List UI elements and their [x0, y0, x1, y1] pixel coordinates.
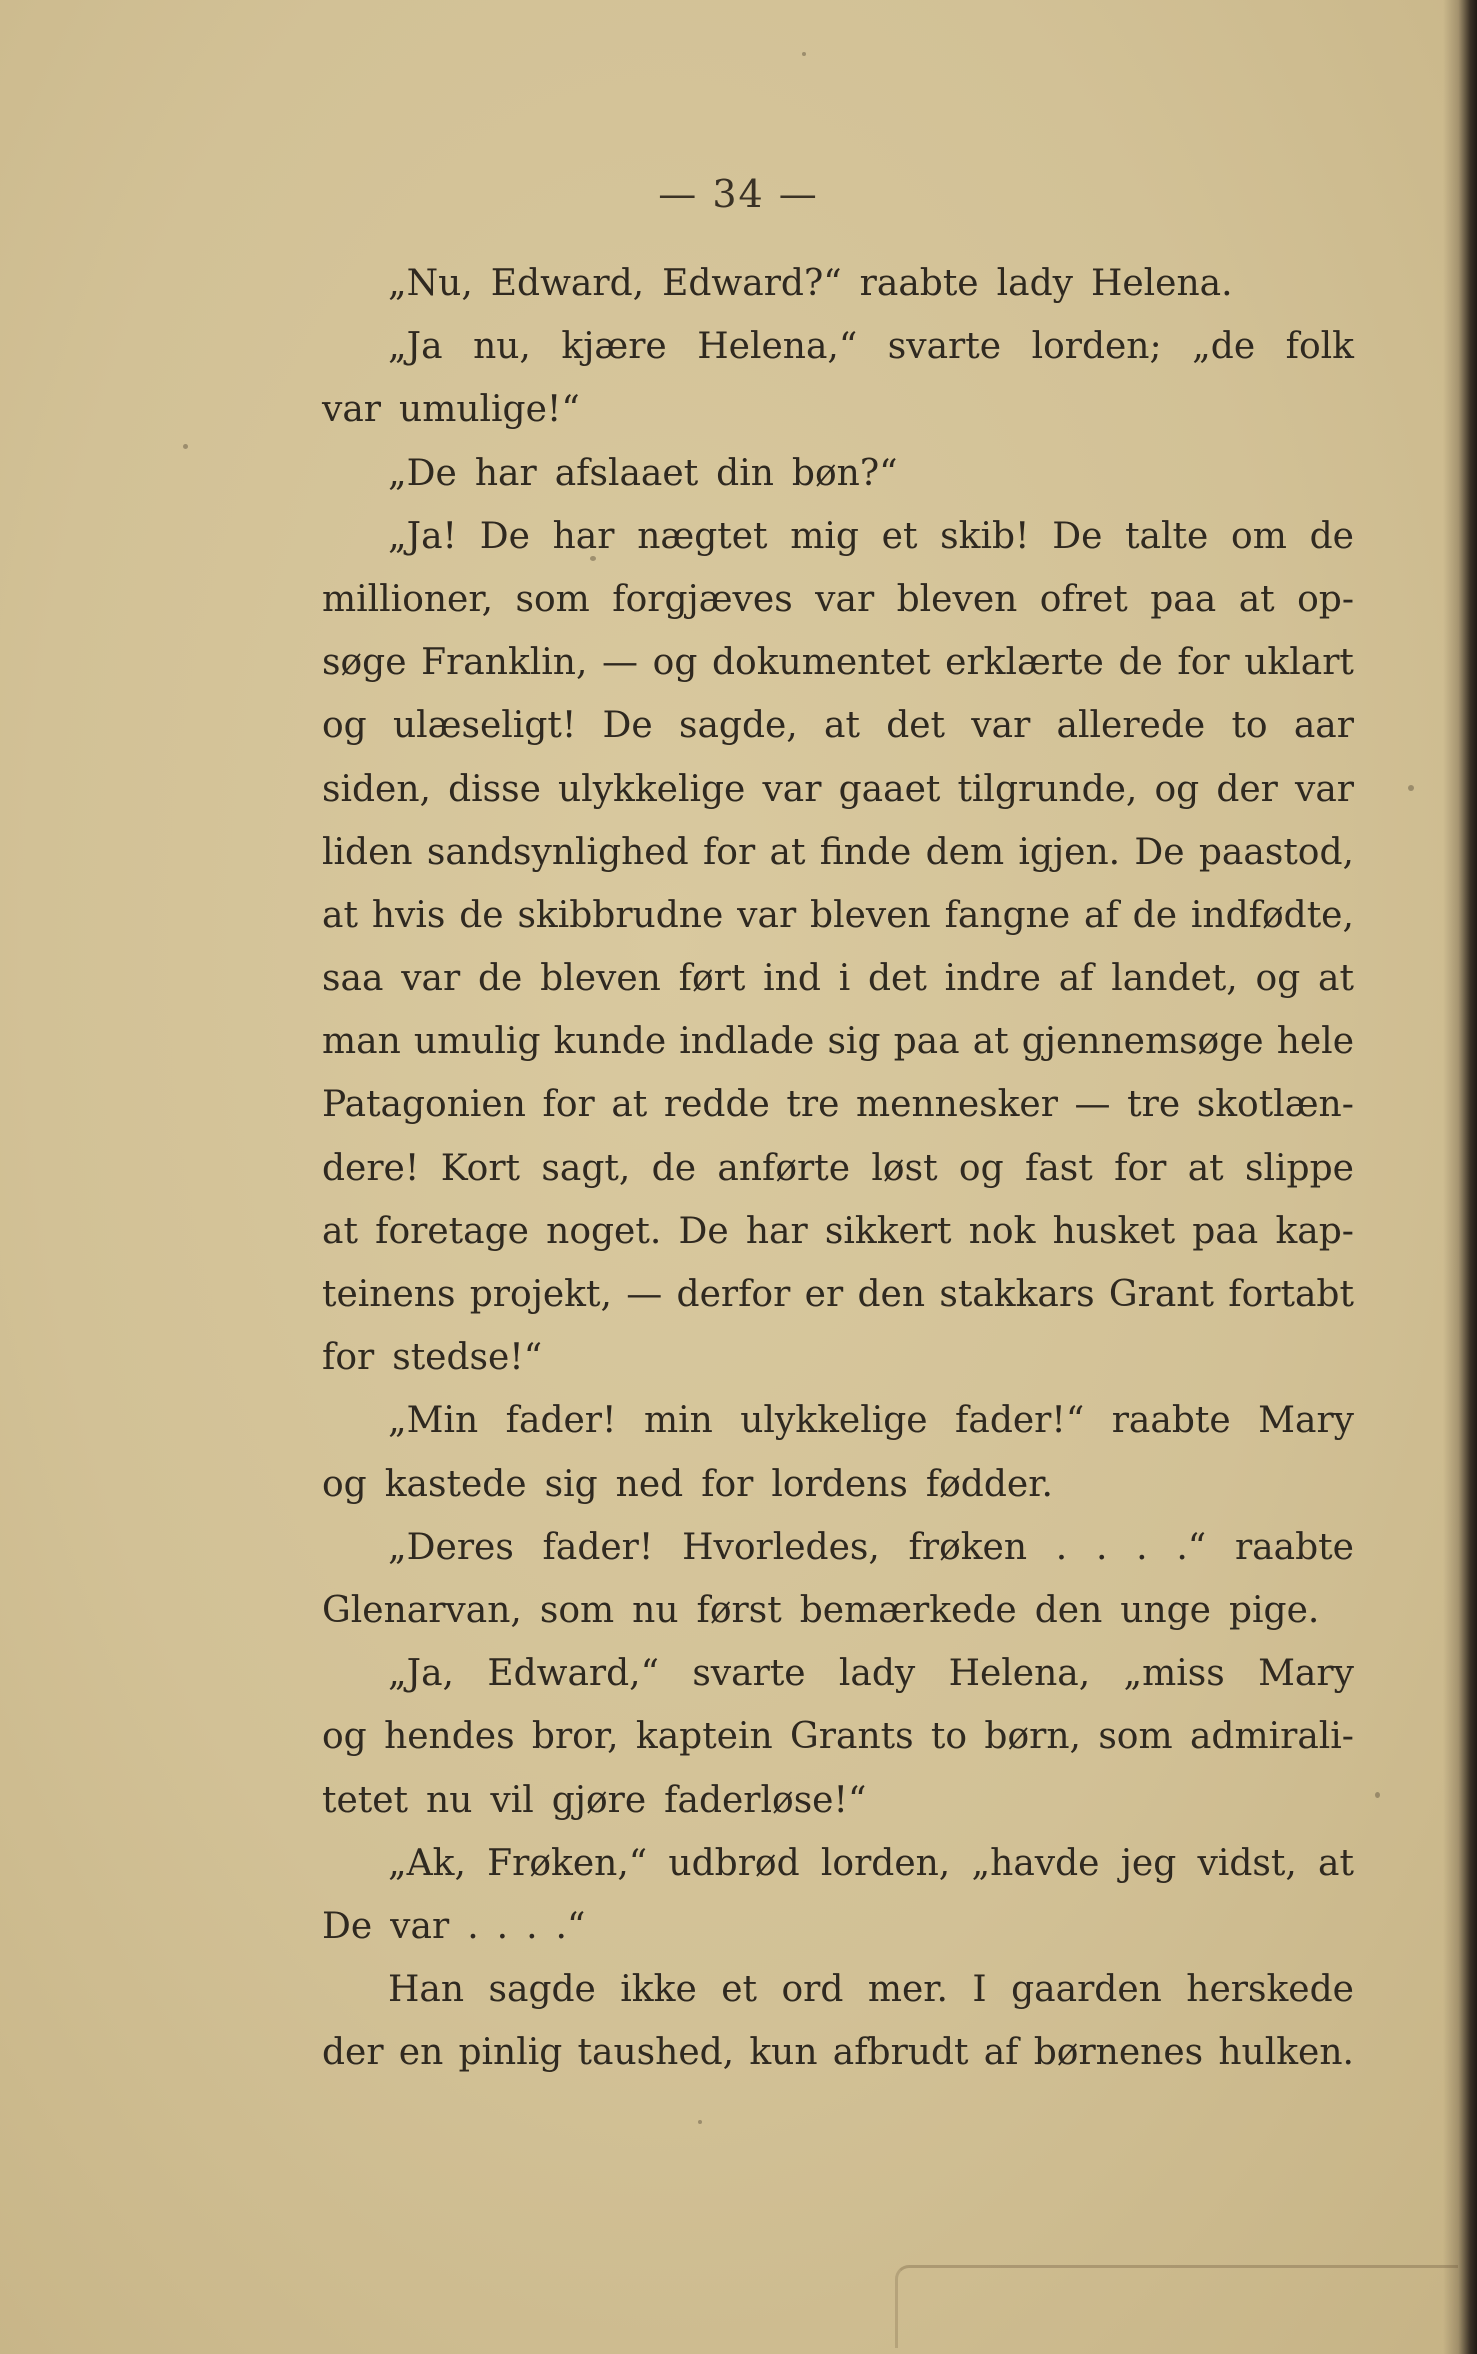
- text-line: og ulæseligt! De sagde, at det var allerede to aar: [322, 705, 1354, 747]
- page-text: [322, 252, 1354, 2084]
- text-line: Patagonien for at redde tre mennesker — tre skotlæn-: [322, 1084, 1354, 1126]
- page-number: — 34 —: [658, 172, 819, 216]
- page-edge: [895, 2265, 1458, 2348]
- text-line: saa var de bleven ført ind i det indre af landet, og at: [322, 958, 1354, 1000]
- text-line: liden sandsynlighed for at finde dem igjen. De paastod,: [322, 831, 1354, 873]
- paper-speck: [802, 52, 806, 56]
- text-line: „Ja! De har nægtet mig et skib! De talte om de: [388, 515, 1354, 557]
- text-line: søge Franklin, — og dokumentet erklærte de for uklart: [322, 642, 1354, 684]
- spine-shadow: [1443, 0, 1477, 2354]
- paper-speck: [698, 2120, 702, 2124]
- text-line: Glenarvan, som nu først bemærkede den unge pige.: [322, 1589, 1320, 1631]
- text-line: „Ja nu, kjære Helena,“ svarte lorden; „de folk: [388, 326, 1354, 368]
- text-line: at foretage noget. De har sikkert nok husket paa kap-: [322, 1210, 1354, 1252]
- text-line: dere! Kort sagt, de anførte løst og fast for at slippe: [322, 1147, 1354, 1189]
- paper-speck: [1408, 785, 1414, 791]
- text-line: „Nu, Edward, Edward?“ raabte lady Helena.: [388, 263, 1233, 304]
- text-line: for stedse!“: [322, 1337, 543, 1379]
- text-line: „Ja, Edward,“ svarte lady Helena, „miss Mary: [388, 1653, 1354, 1695]
- text-line: og hendes bror, kaptein Grants to børn, som admirali-: [322, 1716, 1354, 1758]
- text-line: der en pinlig taushed, kun afbrudt af børnenes hulken.: [322, 2032, 1354, 2074]
- text-line: „Deres fader! Hvorledes, frøken . . . .“ raabte: [388, 1526, 1354, 1568]
- text-line: var umulige!“: [322, 389, 580, 431]
- text-line: Han sagde ikke et ord mer. I gaarden herskede: [388, 1969, 1354, 2011]
- paper-speck: [183, 444, 188, 449]
- paper-speck: [1375, 1792, 1380, 1798]
- text-line: millioner, som forgjæves var bleven ofret paa at op-: [322, 578, 1354, 620]
- text-line: man umulig kunde indlade sig paa at gjennemsøge hele: [322, 1021, 1354, 1063]
- text-line: „De har afslaaet din bøn?“: [388, 452, 898, 494]
- text-line: „Ak, Frøken,“ udbrød lorden, „havde jeg vidst, at: [388, 1842, 1354, 1884]
- text-line: „Min fader! min ulykkelige fader!“ raabte Mary: [388, 1400, 1354, 1442]
- text-line: siden, disse ulykkelige var gaaet tilgrunde, og der var: [322, 768, 1354, 810]
- text-line: tetet nu vil gjøre faderløse!“: [322, 1779, 867, 1821]
- text-line: De var . . . .“: [322, 1905, 586, 1947]
- text-line: teinens projekt, — derfor er den stakkars Grant fortabt: [322, 1274, 1354, 1315]
- text-line: og kastede sig ned for lordens fødder.: [322, 1463, 1053, 1505]
- text-line: at hvis de skibbrudne var bleven fangne af de indfødte,: [322, 894, 1354, 936]
